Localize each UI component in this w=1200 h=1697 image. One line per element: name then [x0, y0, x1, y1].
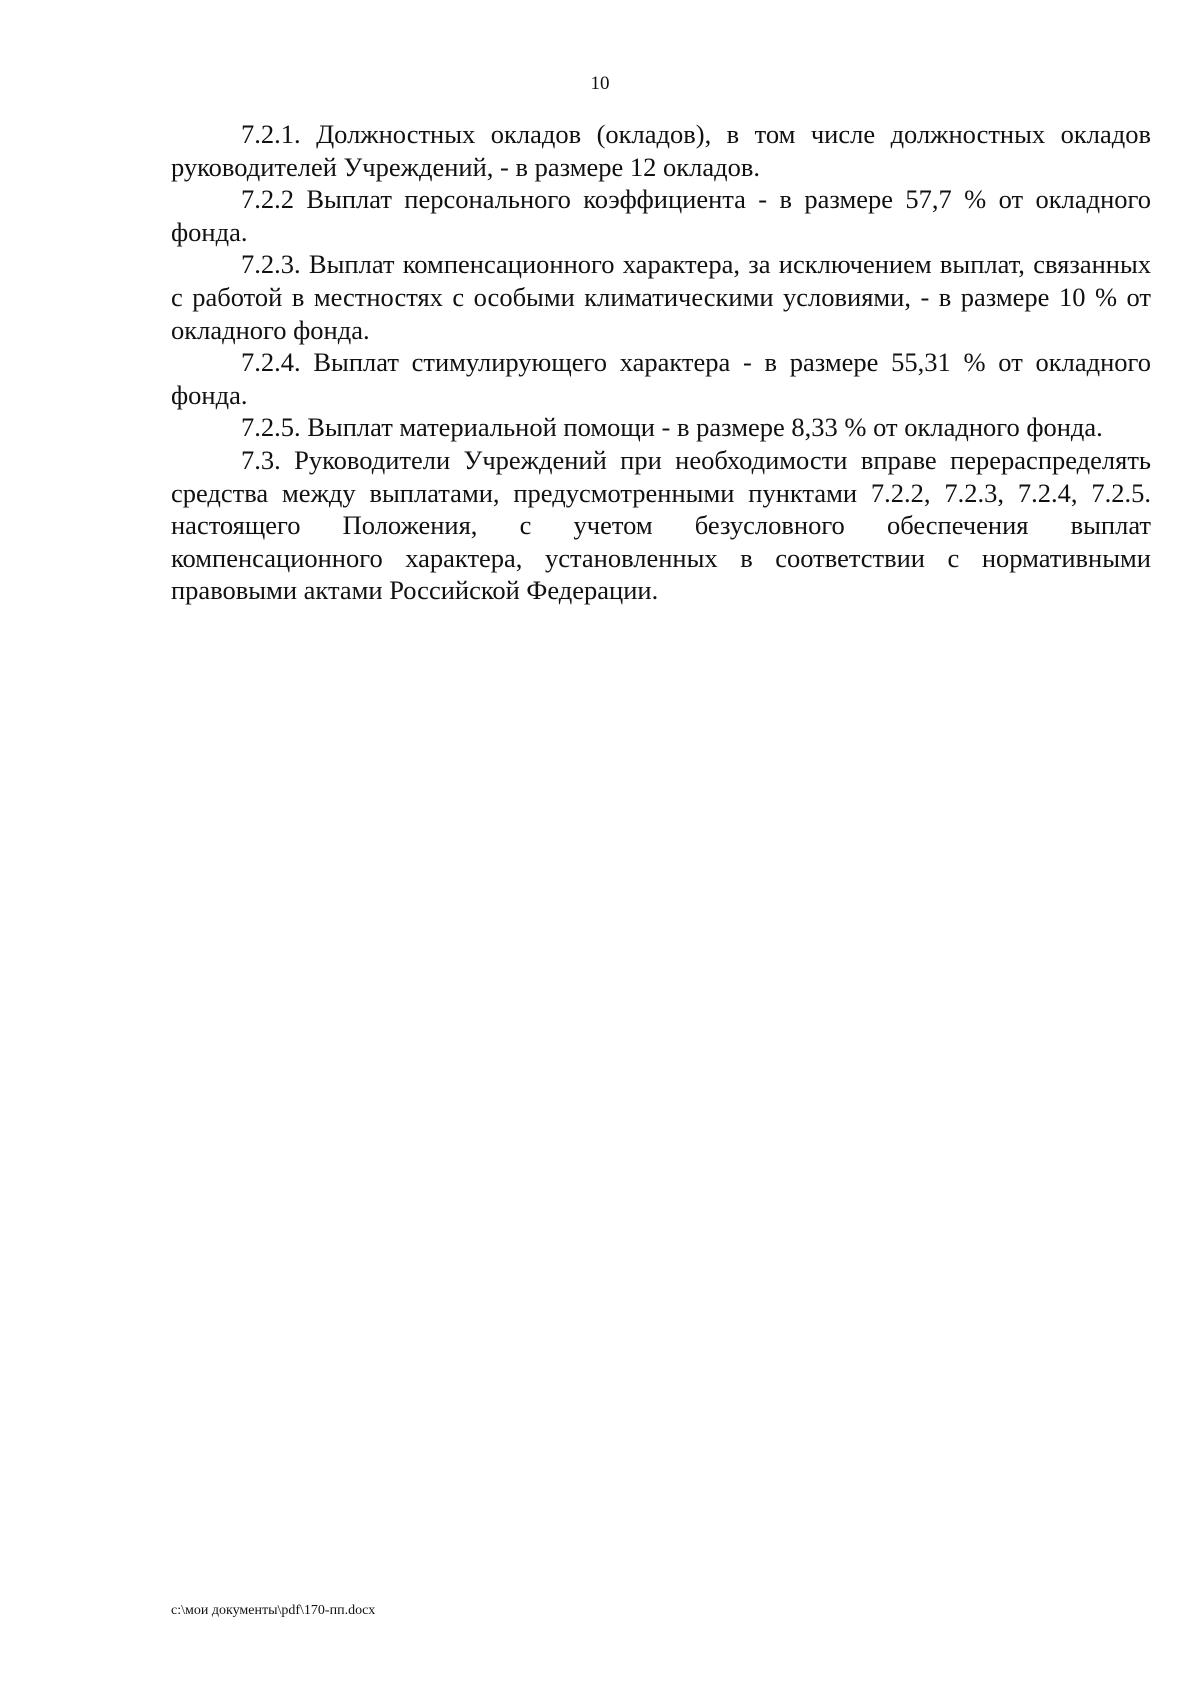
footer-file-path: c:\мои документы\pdf\170-пп.docx [171, 1603, 376, 1618]
paragraph-7-2-3: 7.2.3. Выплат компенсационного характера, за исключением выплат, связанных с работой в местностях с особыми климатическими условиями, - в размере 10 % от окладного фонда. [171, 249, 1151, 345]
paragraph-7-2-2: 7.2.2 Выплат персонального коэффициента - в размере 57,7 % от окладного фонда. [171, 184, 1151, 247]
page-number: 10 [590, 73, 610, 94]
document-body [171, 118, 1151, 607]
paragraph-7-3: 7.3. Руководители Учреждений при необходимости вправе перераспределять средства между выплатами, предусмотренными пунктами 7.2.2, 7.2.3, 7.2.4, 7.2.5. настоящего Положения, с учетом безусловного обеспечения выплат компенсационного характера, установленных в соответствии с нормативными правовыми актами Российской Федерации. [171, 444, 1151, 606]
paragraph-7-2-1: 7.2.1. Должностных окладов (окладов), в том числе должностных окладов руководителей Учреждений, - в размере 12 окладов. [171, 119, 1151, 182]
paragraph-7-2-4: 7.2.4. Выплат стимулирующего характера - в размере 55,31 % от окладного фонда. [171, 347, 1151, 410]
paragraph-7-2-5: 7.2.5. Выплат материальной помощи - в размере 8,33 % от окладного фонда. [241, 412, 1103, 443]
